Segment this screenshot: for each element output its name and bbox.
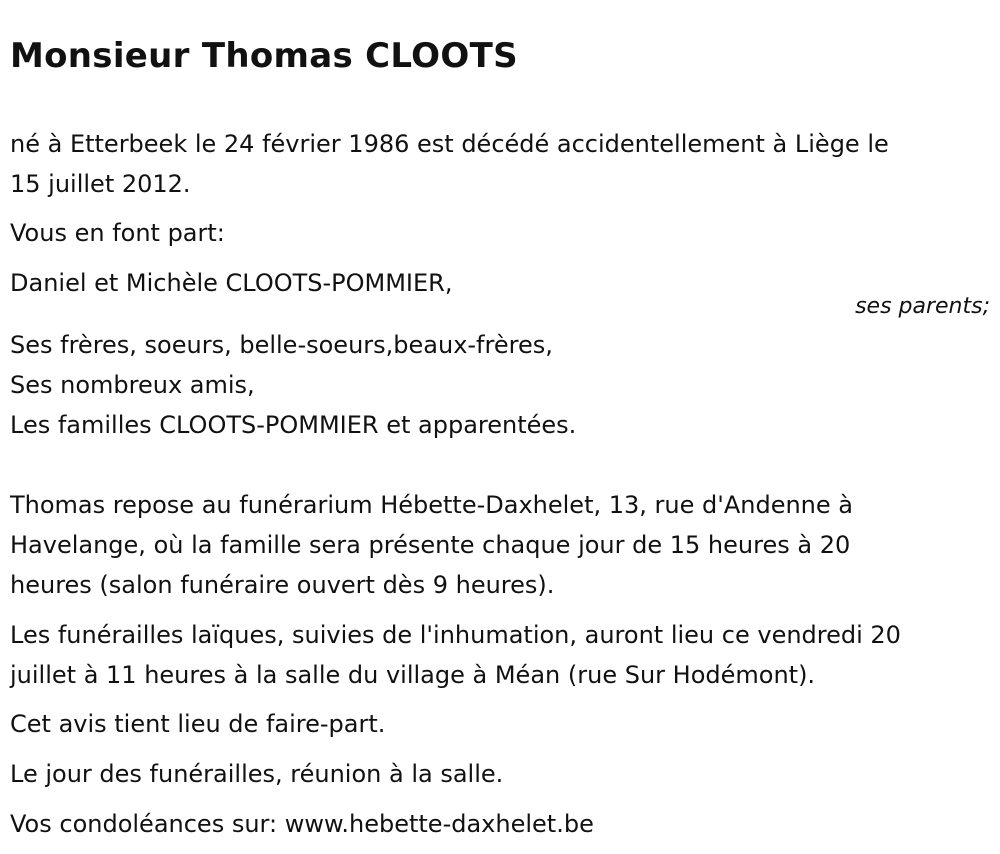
reunion-paragraph — [10, 754, 985, 794]
family-line-siblings: Ses frères, soeurs, belle-soeurs,beaux-frères, — [10, 331, 553, 359]
birth-death-line-2: 15 juillet 2012. — [10, 170, 191, 198]
announce-intro-text: Vous en font part: — [10, 219, 225, 247]
funerailles-line-1: Les funérailles laïques, suivies de l'inhumation, auront lieu ce vendredi 20 — [10, 621, 901, 649]
funerailles-paragraph — [10, 615, 985, 695]
avis-text: Cet avis tient lieu de faire-part. — [10, 710, 386, 738]
family-line-families: Les familles CLOOTS-POMMIER et apparentées. — [10, 411, 577, 439]
family-line-friends: Ses nombreux amis, — [10, 371, 255, 399]
avis-paragraph — [10, 704, 985, 744]
family-lines — [10, 325, 985, 445]
repose-line-1: Thomas repose au funérarium Hébette-Daxhelet, 13, rue d'Andenne à — [10, 491, 853, 519]
birth-death-paragraph — [10, 124, 985, 204]
condoleances-text: Vos condoléances sur: www.hebette-daxhelet.be — [10, 810, 594, 838]
repose-paragraph — [10, 485, 985, 605]
page-title: Monsieur Thomas CLOOTS — [10, 36, 518, 76]
announce-intro — [10, 213, 985, 253]
parents-names-text: Daniel et Michèle CLOOTS-POMMIER, — [10, 269, 453, 297]
reunion-text: Le jour des funérailles, réunion à la salle. — [10, 760, 504, 788]
condoleances-paragraph — [10, 804, 985, 844]
repose-line-3: heures (salon funéraire ouvert dès 9 heures). — [10, 571, 555, 599]
birth-death-line-1: né à Etterbeek le 24 février 1986 est décédé accidentellement à Liège le — [10, 130, 889, 158]
funerailles-line-2: juillet à 11 heures à la salle du village à Méan (rue Sur Hodémont). — [10, 661, 816, 689]
repose-line-2: Havelange, où la famille sera présente chaque jour de 15 heures à 20 — [10, 531, 851, 559]
parents-role: ses parents; — [855, 294, 990, 319]
parents-names — [10, 263, 985, 303]
